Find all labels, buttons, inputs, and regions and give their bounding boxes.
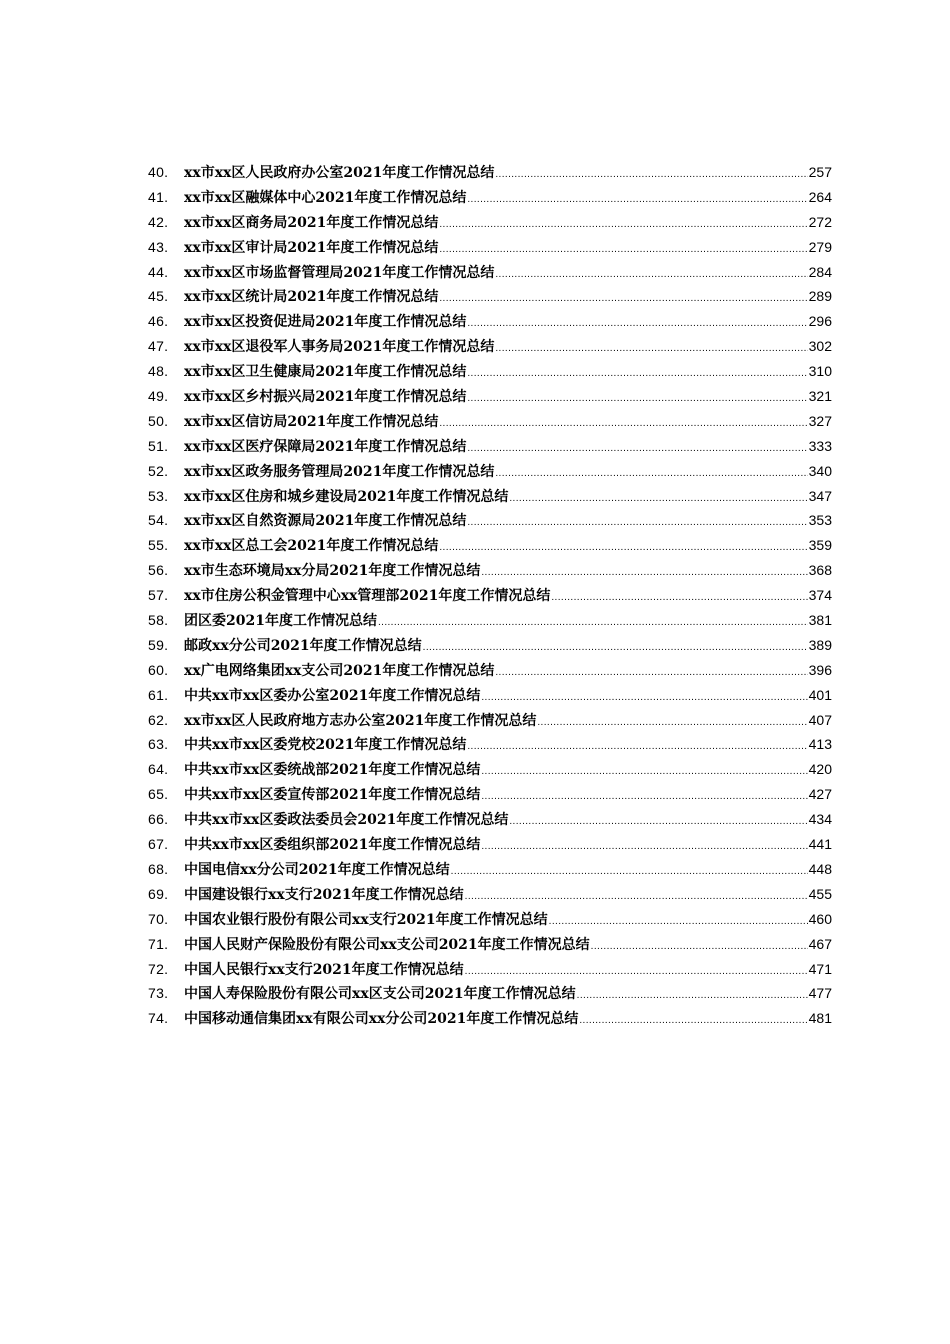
toc-entry-number: 47. (148, 338, 169, 355)
toc-entry[interactable] (148, 610, 832, 635)
toc-entry-title[interactable]: 邮政xx分公司2021年度工作情况总结 (184, 637, 422, 654)
toc-entry-page-number[interactable]: 347 (808, 487, 832, 504)
toc-entry[interactable] (148, 336, 832, 361)
toc-entry-title[interactable]: xx市生态环境局xx分局2021年度工作情况总结 (184, 563, 481, 580)
toc-entry[interactable] (148, 510, 832, 535)
toc-entry-page-number[interactable]: 264 (808, 188, 832, 205)
toc-dot-leader (467, 318, 807, 329)
toc-entry-title[interactable]: 中共xx市xx区委办公室2021年度工作情况总结 (184, 687, 481, 704)
toc-entry[interactable] (148, 535, 832, 560)
toc-dot-leader (495, 269, 807, 280)
toc-entry-page-number[interactable]: 427 (808, 786, 832, 803)
toc-entry-page-number[interactable]: 420 (808, 761, 832, 778)
toc-entry[interactable] (148, 411, 832, 436)
toc-entry-page-number[interactable]: 434 (808, 811, 832, 828)
toc-entry[interactable] (148, 1008, 832, 1033)
toc-entry-page-number[interactable]: 296 (808, 313, 832, 330)
toc-entry-number: 43. (148, 238, 169, 255)
toc-entry-number: 53. (148, 487, 169, 504)
toc-entry-number: 71. (148, 935, 169, 952)
toc-entry-number: 48. (148, 363, 169, 380)
toc-entry-number: 57. (148, 587, 169, 604)
toc-dot-leader (591, 941, 808, 952)
toc-entry-title[interactable]: xx市xx区政务服务管理局2021年度工作情况总结 (184, 463, 495, 480)
toc-dot-leader (467, 517, 807, 528)
toc-entry[interactable] (148, 286, 832, 311)
toc-dot-leader (467, 393, 807, 404)
toc-entry-number: 73. (148, 985, 169, 1002)
toc-dot-leader (481, 567, 807, 578)
toc-entry-title[interactable]: xx市xx区市场监督管理局2021年度工作情况总结 (184, 264, 495, 281)
toc-entry-title[interactable]: xx市xx区人民政府办公室2021年度工作情况总结 (184, 165, 495, 181)
toc-entry[interactable] (148, 311, 832, 336)
toc-dot-leader (495, 667, 807, 678)
toc-entry[interactable] (148, 660, 832, 685)
toc-entry-title[interactable]: 团区委2021年度工作情况总结 (184, 613, 377, 630)
toc-dot-leader (509, 816, 807, 827)
toc-dot-leader (465, 891, 808, 902)
toc-entry-page-number[interactable]: 359 (808, 537, 832, 554)
toc-dot-leader (537, 717, 807, 728)
toc-entry[interactable] (148, 212, 832, 237)
toc-entry-number: 51. (148, 437, 169, 454)
toc-entry-page-number[interactable]: 389 (808, 636, 832, 653)
toc-dot-leader (467, 368, 807, 379)
toc-entry[interactable] (148, 909, 832, 934)
toc-entry[interactable] (148, 859, 832, 884)
toc-entry[interactable] (148, 162, 832, 187)
toc-entry-title[interactable]: xx广电网络集团xx支公司2021年度工作情况总结 (184, 662, 495, 679)
toc-entry-number: 64. (148, 761, 169, 778)
toc-entry-page-number[interactable]: 284 (808, 263, 832, 280)
toc-entry-number: 44. (148, 263, 169, 280)
toc-dot-leader (481, 841, 807, 852)
toc-entry-number: 50. (148, 412, 169, 429)
toc-entry-page-number[interactable]: 272 (808, 213, 832, 230)
toc-entry-title[interactable]: xx市xx区卫生健康局2021年度工作情况总结 (184, 364, 467, 381)
toc-entry-number: 42. (148, 213, 169, 230)
toc-entry[interactable] (148, 635, 832, 660)
toc-dot-leader (467, 741, 807, 752)
toc-entry-page-number[interactable]: 471 (808, 960, 832, 977)
toc-entry-page-number[interactable]: 455 (808, 885, 832, 902)
toc-entry-page-number[interactable]: 401 (808, 686, 832, 703)
toc-entry-page-number[interactable]: 396 (808, 661, 832, 678)
toc-entry-page-number[interactable]: 477 (808, 985, 832, 1002)
toc-dot-leader (439, 244, 807, 255)
toc-entry-title[interactable]: 中国建设银行xx支行2021年度工作情况总结 (184, 886, 464, 903)
toc-entry-number: 67. (148, 836, 169, 853)
toc-entry-title[interactable]: 中共xx市xx区委政法委员会2021年度工作情况总结 (184, 812, 509, 829)
toc-entry-page-number[interactable]: 441 (808, 836, 832, 853)
toc-entry-number: 46. (148, 313, 169, 330)
toc-entry[interactable] (148, 685, 832, 710)
toc-entry[interactable] (148, 759, 832, 784)
toc-entry[interactable] (148, 959, 832, 984)
toc-entry-number: 69. (148, 885, 169, 902)
toc-dot-leader (467, 194, 807, 205)
toc-entry-number: 62. (148, 711, 169, 728)
toc-entry-number: 59. (148, 636, 169, 653)
toc-entry-number: 65. (148, 786, 169, 803)
toc-entry-number: 58. (148, 612, 169, 629)
toc-entry-title[interactable]: 中共xx市xx区委组织部2021年度工作情况总结 (184, 837, 481, 854)
toc-dot-leader (549, 916, 808, 927)
toc-entry-number: 60. (148, 661, 169, 678)
toc-entry-page-number[interactable]: 460 (808, 910, 832, 927)
toc-entry-page-number[interactable]: 279 (808, 238, 832, 255)
toc-entry-number: 61. (148, 686, 169, 703)
toc-entry-title[interactable]: xx市xx区融媒体中心2021年度工作情况总结 (184, 189, 467, 206)
toc-entry-title[interactable]: xx市xx区投资促进局2021年度工作情况总结 (184, 314, 467, 331)
toc-entry-page-number[interactable]: 467 (808, 935, 832, 952)
toc-dot-leader (495, 169, 807, 180)
toc-entry-number: 74. (148, 1010, 169, 1027)
toc-entry-title[interactable]: 中共xx市xx区委党校2021年度工作情况总结 (184, 737, 467, 754)
toc-entry-title[interactable]: xx市xx区信访局2021年度工作情况总结 (184, 413, 439, 430)
toc-dot-leader (423, 642, 808, 653)
toc-entry[interactable] (148, 834, 832, 859)
toc-entry-number: 41. (148, 188, 169, 205)
toc-entry-title[interactable]: xx市xx区退役军人事务局2021年度工作情况总结 (184, 339, 495, 356)
toc-dot-leader (495, 343, 807, 354)
toc-entry[interactable] (148, 436, 832, 461)
toc-entry-page-number[interactable]: 257 (808, 164, 832, 180)
toc-entry-page-number[interactable]: 413 (808, 736, 832, 753)
toc-entry-title[interactable]: xx市xx区总工会2021年度工作情况总结 (184, 538, 439, 555)
toc-entry-title[interactable]: xx市xx区住房和城乡建设局2021年度工作情况总结 (184, 488, 509, 505)
table-of-contents (148, 162, 832, 1033)
toc-dot-leader (481, 692, 807, 703)
toc-entry-title[interactable]: 中国农业银行股份有限公司xx支行2021年度工作情况总结 (184, 911, 548, 928)
toc-entry[interactable] (148, 262, 832, 287)
toc-entry-page-number[interactable]: 481 (808, 1010, 832, 1027)
toc-entry[interactable] (148, 884, 832, 909)
toc-entry-number: 63. (148, 736, 169, 753)
toc-entry-page-number[interactable]: 340 (808, 462, 832, 479)
toc-entry-page-number[interactable]: 368 (808, 562, 832, 579)
toc-dot-leader (465, 966, 808, 977)
toc-entry-page-number[interactable]: 374 (808, 587, 832, 604)
toc-entry-number: 52. (148, 462, 169, 479)
toc-entry-title[interactable]: xx市住房公积金管理中心xx管理部2021年度工作情况总结 (184, 588, 551, 605)
toc-dot-leader (481, 766, 807, 777)
toc-entry-title[interactable]: 中国移动通信集团xx有限公司xx分公司2021年度工作情况总结 (184, 1011, 579, 1028)
toc-entry-number: 45. (148, 288, 169, 305)
toc-dot-leader (577, 990, 808, 1001)
toc-entry[interactable] (148, 361, 832, 386)
toc-dot-leader (439, 542, 807, 553)
toc-dot-leader (579, 1015, 807, 1026)
toc-entry-page-number[interactable]: 381 (808, 612, 832, 629)
toc-entry-title[interactable]: 中国人寿保险股份有限公司xx区支公司2021年度工作情况总结 (184, 986, 576, 1003)
toc-entry-page-number[interactable]: 448 (808, 860, 832, 877)
toc-entry-number: 68. (148, 860, 169, 877)
toc-dot-leader (551, 592, 807, 603)
toc-entry-page-number[interactable]: 289 (808, 288, 832, 305)
toc-entry-title[interactable]: xx市xx区人民政府地方志办公室2021年度工作情况总结 (184, 712, 537, 729)
toc-entry[interactable] (148, 560, 832, 585)
toc-dot-leader (378, 617, 808, 628)
toc-entry[interactable] (148, 710, 832, 735)
toc-dot-leader (439, 219, 807, 230)
toc-entry-title[interactable]: 中国人民银行xx支行2021年度工作情况总结 (184, 961, 464, 978)
toc-entry-page-number[interactable]: 353 (808, 512, 832, 529)
toc-entry-number: 66. (148, 811, 169, 828)
toc-entry-title[interactable]: xx市xx区乡村振兴局2021年度工作情况总结 (184, 389, 467, 406)
toc-entry-page-number[interactable]: 327 (808, 412, 832, 429)
toc-entry[interactable] (148, 784, 832, 809)
toc-entry-title[interactable]: xx市xx区医疗保障局2021年度工作情况总结 (184, 438, 467, 455)
toc-entry-page-number[interactable]: 302 (808, 338, 832, 355)
toc-dot-leader (467, 443, 807, 454)
toc-entry-page-number[interactable]: 407 (808, 711, 832, 728)
toc-entry-number: 55. (148, 537, 169, 554)
toc-entry[interactable] (148, 237, 832, 262)
toc-entry[interactable] (148, 486, 832, 511)
toc-dot-leader (495, 468, 807, 479)
toc-entry[interactable] (148, 386, 832, 411)
toc-entry[interactable] (148, 187, 832, 212)
toc-entry-number: 72. (148, 960, 169, 977)
toc-dot-leader (509, 493, 807, 504)
toc-entry-title[interactable]: xx市xx区自然资源局2021年度工作情况总结 (184, 513, 467, 530)
toc-entry-title[interactable]: 中国人民财产保险股份有限公司xx支公司2021年度工作情况总结 (184, 936, 590, 953)
toc-entry[interactable] (148, 734, 832, 759)
toc-entry[interactable] (148, 934, 832, 959)
toc-entry-title[interactable]: xx市xx区统计局2021年度工作情况总结 (184, 289, 439, 306)
toc-entry-page-number[interactable]: 333 (808, 437, 832, 454)
toc-entry-number: 70. (148, 910, 169, 927)
toc-entry-number: 40. (148, 164, 169, 180)
toc-entry-title[interactable]: 中共xx市xx区委统战部2021年度工作情况总结 (184, 762, 481, 779)
toc-entry-page-number[interactable]: 310 (808, 363, 832, 380)
toc-entry-number: 56. (148, 562, 169, 579)
toc-entry-page-number[interactable]: 321 (808, 388, 832, 405)
toc-entry-title[interactable]: xx市xx区商务局2021年度工作情况总结 (184, 214, 439, 231)
toc-entry-number: 54. (148, 512, 169, 529)
toc-dot-leader (439, 418, 807, 429)
toc-dot-leader (451, 866, 808, 877)
toc-entry-title[interactable]: 中共xx市xx区委宣传部2021年度工作情况总结 (184, 787, 481, 804)
toc-dot-leader (481, 791, 807, 802)
toc-entry[interactable] (148, 809, 832, 834)
toc-entry-title[interactable]: 中国电信xx分公司2021年度工作情况总结 (184, 861, 450, 878)
toc-entry[interactable] (148, 585, 832, 610)
toc-dot-leader (439, 293, 807, 304)
toc-entry-title[interactable]: xx市xx区审计局2021年度工作情况总结 (184, 239, 439, 256)
toc-entry[interactable] (148, 461, 832, 486)
toc-entry-number: 49. (148, 388, 169, 405)
toc-entry[interactable] (148, 983, 832, 1008)
